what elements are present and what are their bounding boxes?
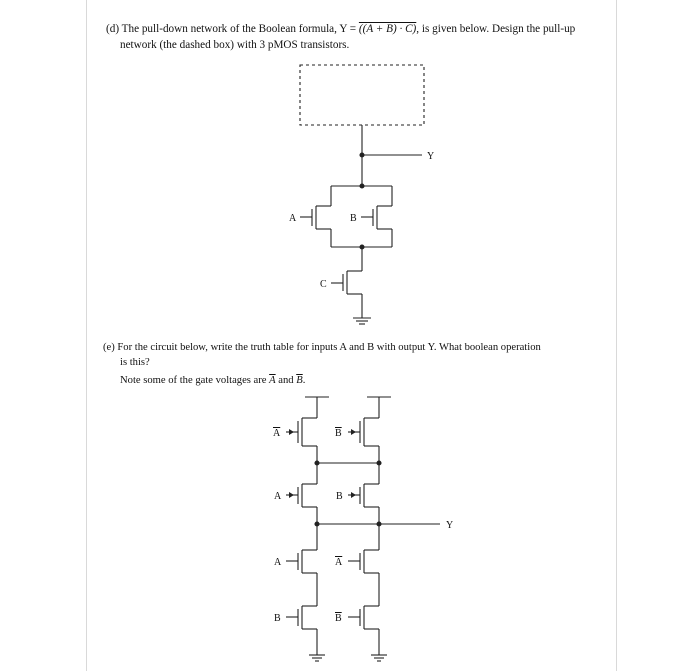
- label-d-a: A: [289, 213, 297, 224]
- label-d-b: B: [350, 213, 357, 224]
- part-e-note-a: $\overline{A}$: [269, 375, 276, 386]
- part-d-formula: ((A + B) · C): [358, 23, 417, 35]
- pmos-a-arrow: [289, 492, 294, 498]
- label-d-y: Y: [427, 151, 435, 162]
- label-e-y: Y: [446, 520, 454, 531]
- label-e-a-low: A: [274, 557, 282, 568]
- output-right-dot: [377, 522, 381, 526]
- label-e-a-mid: A: [274, 491, 282, 502]
- label-e-a-bar-top: A: [273, 428, 281, 439]
- part-d-line1-after: , is given below. Design the pull-up: [416, 23, 576, 35]
- label-d-c: C: [320, 279, 327, 290]
- part-d-line1-before: (d) The pull-down network of the Boolean formula, Y =: [106, 23, 359, 35]
- pmos-a-bar-arrow: [289, 429, 294, 435]
- output-left-dot: [315, 522, 319, 526]
- part-e-line1: (e) For the circuit below, write the truth table for inputs A and B with output Y. What boolean operation: [103, 342, 541, 353]
- pull-up-dashed-box: [300, 65, 424, 125]
- part-e-circuit: [286, 397, 440, 661]
- part-e-line2: is this?: [120, 357, 150, 368]
- cross-upper-left-dot: [315, 461, 319, 465]
- part-d-line2: network (the dashed box) with 3 pMOS transistors.: [120, 39, 350, 51]
- output-junction-dot: [360, 153, 364, 157]
- label-e-b-bar-top: B: [335, 428, 342, 439]
- part-e-note-before: Note some of the gate voltages are: [120, 375, 270, 386]
- part-e-note-and: and: [275, 375, 297, 386]
- parallel-top-dot: [360, 184, 364, 188]
- part-d-circuit: [300, 65, 424, 324]
- part-e-note-b: $\overline{B}$: [296, 375, 303, 386]
- pmos-b-bar-arrow: [351, 429, 356, 435]
- label-e-b-low: B: [274, 613, 281, 624]
- pmos-b-arrow: [351, 492, 356, 498]
- part-e-note-end: .: [302, 375, 306, 386]
- label-e-a-bar-low: A: [335, 557, 343, 568]
- label-e-b-mid: B: [336, 491, 343, 502]
- label-e-b-bar-low: B: [335, 613, 342, 624]
